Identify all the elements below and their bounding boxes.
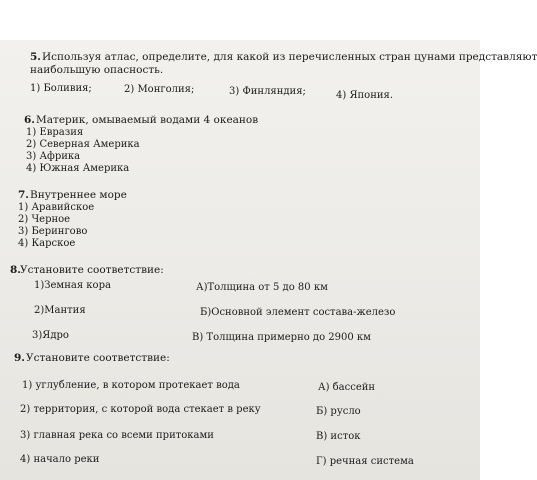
q8-left-1: 1)Земная кора — [34, 280, 111, 291]
q9-right-a: А) бассейн — [318, 382, 376, 393]
q7-text: Внутреннее море — [30, 189, 127, 201]
q9-left-2: 2) территория, с которой вода стекает в реку — [20, 404, 261, 415]
q5-option-3: 3) Финляндия; — [229, 86, 306, 97]
q9-left-4: 4) начало реки — [20, 454, 100, 465]
q8-left-3: 3)Ядро — [32, 330, 69, 341]
q9-right-d: Г) речная система — [316, 456, 414, 467]
q8-right-c: В) Толщина примерно до 2900 км — [192, 332, 371, 343]
q7-option-2: 2) Черное — [18, 214, 71, 225]
q5-text-line1: Используя атлас, определите, для какой из перечисленных стран цунами представляют — [42, 51, 537, 63]
q6-option-2: 2) Северная Америка — [26, 139, 140, 150]
page-top-margin — [0, 0, 480, 40]
q7-option-1: 1) Аравийское — [18, 202, 95, 213]
q6-option-1: 1) Евразия — [26, 127, 84, 138]
q7-option-4: 4) Карское — [18, 238, 76, 249]
q5-option-4: 4) Япония. — [336, 90, 394, 101]
q6-option-3: 3) Африка — [26, 151, 81, 162]
q8-right-b: Б)Основной элемент состава-железо — [200, 307, 396, 318]
q9-text: Установите соответствие: — [26, 352, 170, 364]
q9-right-b: Б) русло — [316, 406, 361, 417]
q7-option-3: 3) Берингово — [18, 226, 88, 237]
q8-right-a: А)Толщина от 5 до 80 км — [196, 282, 328, 293]
q9-left-3: 3) главная река со всеми притоками — [20, 430, 214, 441]
q8-left-2: 2)Мантия — [34, 305, 86, 316]
q5-option-2: 2) Монголия; — [124, 84, 195, 95]
q7-number: 7. — [18, 189, 29, 201]
q9-left-1: 1) углубление, в котором протекает вода — [22, 380, 240, 391]
q8-number: 8. — [10, 264, 21, 276]
q9-number: 9. — [14, 352, 25, 364]
q5-text-line2: наибольшую опасность. — [30, 64, 164, 76]
q6-number: 6. — [24, 114, 35, 126]
q5-number: 5. — [30, 51, 41, 63]
q8-text: Установите соответствие: — [20, 264, 164, 276]
q9-right-c: В) исток — [316, 431, 361, 442]
q6-text: Материк, омываемый водами 4 океанов — [36, 114, 259, 126]
q5-option-1: 1) Боливия; — [30, 83, 92, 94]
q6-option-4: 4) Южная Америка — [26, 163, 130, 174]
